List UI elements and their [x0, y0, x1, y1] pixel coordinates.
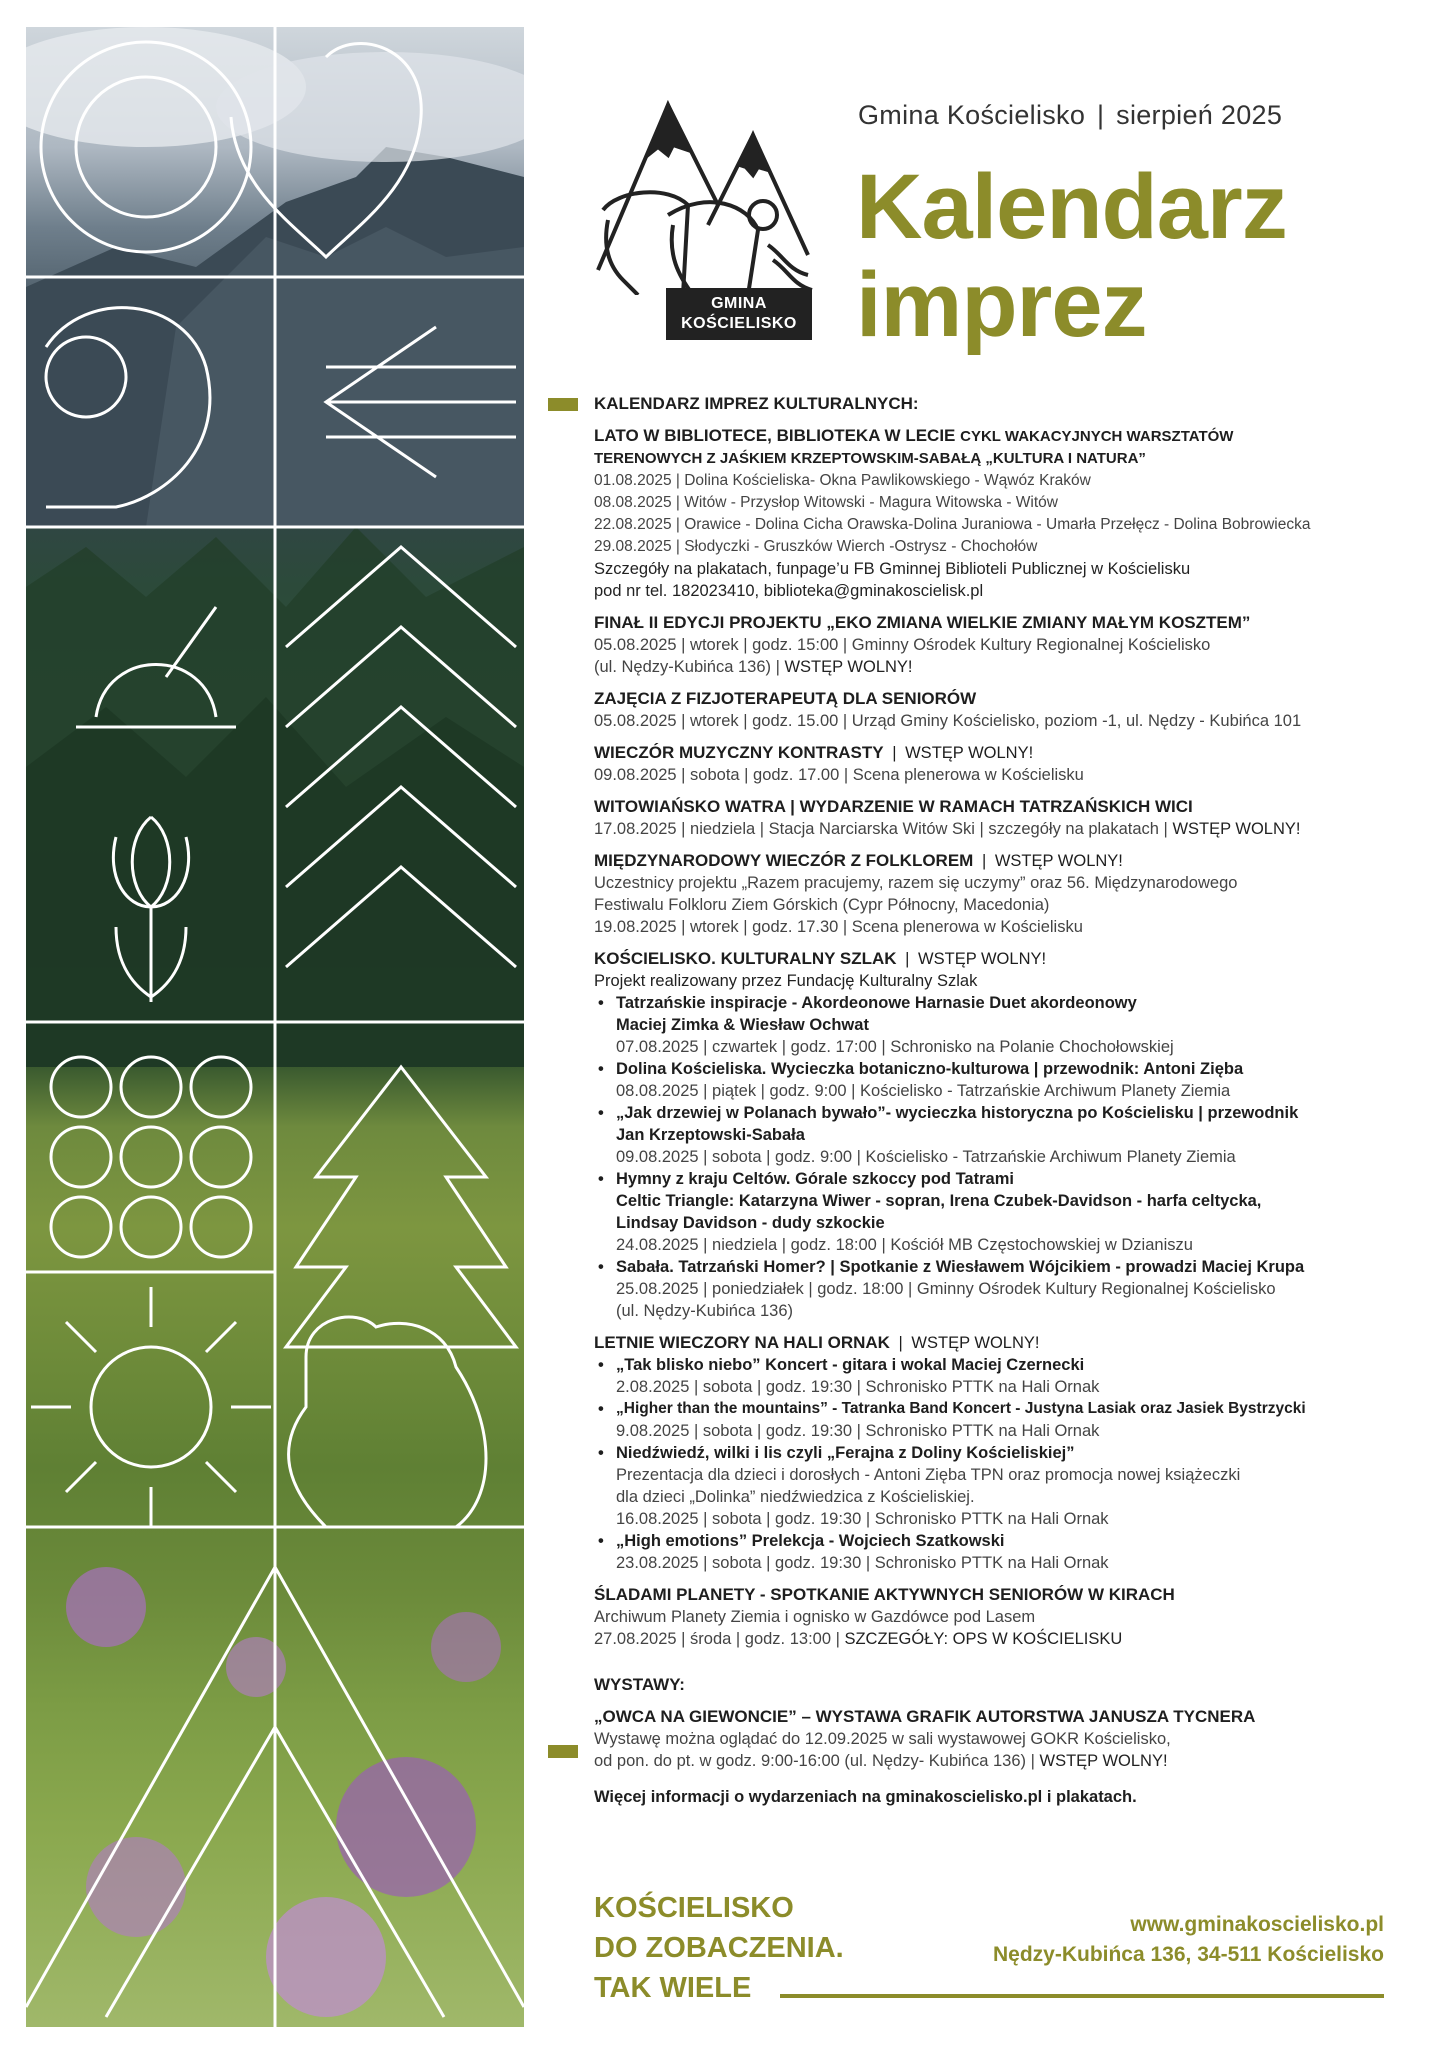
event-info: pod nr tel. 182023410, biblioteka@gminakoscielisk.pl — [594, 582, 984, 600]
decorative-photo-strip — [26, 27, 524, 2027]
event-ornak — [594, 1332, 1404, 1574]
header-org: Gmina Kościelisko — [858, 100, 1086, 130]
item-title: • Sabała. Tatrzański Homer? | Spotkanie z Wiesławem Wójcikiem - prowadzi Maciej Krupa — [616, 1258, 1305, 1276]
section-marker-exhibitions — [548, 1745, 578, 1758]
item-details: 24.08.2025 | niedziela | godz. 18:00 | Kościół MB Częstochowskiej w Dzianiszu — [616, 1236, 1193, 1254]
item-description: Prezentacja dla dzieci i dorosłych - Antoni Zięba TPN oraz promocja nowej książeczki — [616, 1466, 1241, 1484]
header-subtitle — [858, 100, 1282, 131]
logo-badge — [666, 288, 812, 340]
footer-contact — [993, 1910, 1384, 1970]
item-title: • „Jak drzewiej w Polanach bywało”- wycieczka historyczna po Kościelisku | przewodnik — [616, 1104, 1299, 1122]
event-details: 05.08.2025 | wtorek | godz. 15:00 | Gminny Ośrodek Kultury Regionalnej Kościelisko — [594, 636, 1211, 654]
item-details: 9.08.2025 | sobota | godz. 19:30 | Schronisko PTTK na Hali Ornak — [616, 1422, 1100, 1440]
item-title-cont: Maciej Zimka & Wiesław Ochwat — [616, 1016, 869, 1034]
item-description: dla dzieci „Dolinka” niedźwiedzica z Kościeliskiej. — [616, 1488, 975, 1506]
item-title-cont: Lindsay Davidson - dudy szkockie — [616, 1214, 885, 1232]
item-title-cont: Jan Krzeptowski-Sabała — [616, 1126, 805, 1144]
item-title: • Dolina Kościeliska. Wycieczka botaniczno-kulturowa | przewodnik: Antoni Zięba — [616, 1060, 1244, 1078]
footer-slogan — [594, 1888, 844, 2008]
folk-ornament-overlay — [26, 27, 524, 2027]
item-title: • „Tak blisko niebo” Koncert - gitara i wokal Maciej Czernecki — [616, 1356, 1085, 1374]
event-title: WITOWIAŃSKO WATRA | WYDARZENIE W RAMACH TATRZAŃSKICH WICI — [594, 797, 1193, 816]
page-title — [856, 158, 1287, 354]
logo-text-line1: GMINA — [711, 295, 767, 312]
header-separator: | — [1097, 100, 1105, 130]
event-title: FINAŁ II EDYCJI PROJEKTU „EKO ZMIANA WIELKIE ZMIANY MAŁYM KOSZTEM” — [594, 613, 1251, 632]
event-details — [594, 656, 1404, 678]
event-title-row: WIECZÓR MUZYCZNY KONTRASTY | WSTĘP WOLNY! — [594, 743, 1034, 762]
event-trail — [594, 948, 1404, 1322]
event-details — [594, 818, 1404, 840]
event-title: ŚLADAMI PLANETY - SPOTKANIE AKTYWNYCH SENIORÓW W KIRACH — [594, 1585, 1175, 1604]
item-title: • Niedźwiedź, wilki i lis czyli „Ferajna z Doliny Kościeliskiej” — [616, 1444, 1075, 1462]
exhibition-title: „OWCA NA GIEWONCIE” – WYSTAWA GRAFIK AUTORSTWA JANUSZA TYCNERA — [594, 1707, 1256, 1726]
event-details: 05.08.2025 | wtorek | godz. 15.00 | Urząd Gminy Kościelisko, poziom -1, ul. Nędzy - Kubińca 101 — [594, 712, 1302, 730]
address-text: Nędzy-Kubińca 136, 34-511 Kościelisko — [992, 1943, 1384, 1966]
event-title-cont: TERENOWYCH Z JAŚKIEM KRZEPTOWSKIM-SABAŁĄ „KULTURA I NATURA” — [594, 450, 1146, 467]
list-item — [594, 1354, 1404, 1398]
list-item — [594, 1398, 1404, 1442]
event-details: 09.08.2025 | sobota | godz. 17.00 | Scena plenerowa w Kościelisku — [594, 766, 1084, 784]
item-details: 08.08.2025 | piątek | godz. 9:00 | Kościelisko - Tatrzańskie Archiwum Planety Ziemia — [616, 1082, 1231, 1100]
event-finale — [594, 612, 1404, 678]
event-details: 19.08.2025 | wtorek | godz. 17.30 | Scena plenerowa w Kościelisku — [594, 918, 1083, 936]
title-line1: Kalendarz — [856, 156, 1287, 258]
event-details — [594, 1628, 1404, 1650]
main-content — [594, 393, 1404, 1808]
list-item — [594, 1256, 1404, 1322]
event-title-main: LATO W BIBLIOTECE, BIBLIOTEKA W LECIE — [594, 426, 956, 445]
list-item — [594, 1168, 1404, 1256]
details-label: SZCZEGÓŁY: OPS W KOŚCIELISKU — [844, 1630, 1123, 1648]
event-music — [594, 742, 1404, 786]
header-month: sierpień 2025 — [1116, 100, 1283, 130]
gmina-koscielisko-logo — [578, 95, 814, 345]
exhibition-hours: od pon. do pt. w godz. 9:00-16:00 (ul. Nędzy- Kubińca 136) | — [594, 1752, 1035, 1770]
event-details-text: 27.08.2025 | środa | godz. 13:00 | — [594, 1630, 840, 1648]
event-watra — [594, 796, 1404, 840]
slogan-line3: TAK WIELE — [594, 1972, 752, 2004]
event-title — [594, 425, 1404, 448]
event-title: LETNIE WIECZORY NA HALI ORNAK — [594, 1333, 890, 1352]
exhibition-details: Wystawę można oglądać do 12.09.2025 w sali wystawowej GOKR Kościelisko, — [594, 1730, 1171, 1748]
item-title: • „High emotions” Prelekcja - Wojciech Szatkowski — [616, 1532, 1005, 1550]
event-details: Festiwalu Folkloru Ziem Górskich (Cypr Północny, Macedonia) — [594, 896, 1050, 914]
free-entry-label: WSTĘP WOLNY! — [1039, 1752, 1168, 1770]
item-details: (ul. Nędzy-Kubińca 136) — [616, 1302, 794, 1320]
event-date: 22.08.2025 | Orawice - Dolina Cicha Orawska-Dolina Juraniowa - Umarła Przełęcz - Dolina Bobrowiecka — [594, 516, 1311, 533]
website-link[interactable]: www.gminakoscielisko.pl — [1130, 1913, 1384, 1936]
free-entry-label: WSTĘP WOLNY! — [994, 852, 1123, 870]
event-seniors — [594, 1584, 1404, 1650]
event-intro: Projekt realizowany przez Fundację Kulturalny Szlak — [594, 972, 978, 990]
event-address: (ul. Nędzy-Kubińca 136) | — [594, 658, 780, 676]
event-library — [594, 425, 1404, 602]
list-item — [594, 1442, 1404, 1530]
title-line2: imprez — [856, 254, 1147, 356]
list-item — [594, 1530, 1404, 1574]
item-title-cont: Celtic Triangle: Katarzyna Wiwer - sopran, Irena Czubek-Davidson - harfa celtycka, — [616, 1192, 1262, 1210]
item-details: 07.08.2025 | czwartek | godz. 17:00 | Schronisko na Polanie Chochołowskiej — [616, 1038, 1174, 1056]
item-details: 16.08.2025 | sobota | godz. 19:30 | Schronisko PTTK na Hali Ornak — [616, 1510, 1109, 1528]
event-details: Uczestnicy projektu „Razem pracujemy, razem się uczymy” oraz 56. Międzynarodowego — [594, 874, 1238, 892]
item-details: 25.08.2025 | poniedziałek | godz. 18:00 | Gminny Ośrodek Kultury Regionalnej Kościelisko — [616, 1280, 1276, 1298]
exhibition-details — [594, 1750, 1404, 1772]
item-details: 09.08.2025 | sobota | godz. 9:00 | Kościelisko - Tatrzańskie Archiwum Planety Ziemia — [616, 1148, 1236, 1166]
section-heading-exhibitions: WYSTAWY: — [594, 1675, 685, 1694]
list-item — [594, 992, 1404, 1058]
item-details: 23.08.2025 | sobota | godz. 19:30 | Schronisko PTTK na Hali Ornak — [616, 1554, 1109, 1572]
free-entry-label: WSTĘP WOLNY! — [918, 950, 1047, 968]
event-title-sub: CYKL WAKACYJNYCH WARSZTATÓW — [960, 428, 1234, 445]
item-title: • „Higher than the mountains” - Tatranka Band Koncert - Justyna Lasiak oraz Jasiek Bystrzycki — [616, 1400, 1306, 1417]
event-details-text: 17.08.2025 | niedziela | Stacja Narciarska Witów Ski | szczegóły na plakatach | — [594, 820, 1168, 838]
event-date: 08.08.2025 | Witów - Przysłop Witowski - Magura Witowska - Witów — [594, 494, 1058, 511]
event-title-row: LETNIE WIECZORY NA HALI ORNAK | WSTĘP WOLNY! — [594, 1333, 1040, 1352]
event-date: 29.08.2025 | Słodyczki - Gruszków Wierch -Ostrysz - Chochołów — [594, 538, 1038, 555]
event-title: WIECZÓR MUZYCZNY KONTRASTY — [594, 743, 884, 762]
item-details: 2.08.2025 | sobota | godz. 19:30 | Schronisko PTTK na Hali Ornak — [616, 1378, 1100, 1396]
event-title-row: MIĘDZYNARODOWY WIECZÓR Z FOLKLOREM | WSTĘP WOLNY! — [594, 851, 1123, 870]
event-date: 01.08.2025 | Dolina Kościeliska- Okna Pawlikowskiego - Wąwóz Kraków — [594, 472, 1091, 489]
event-title: KOŚCIELISKO. KULTURALNY SZLAK — [594, 949, 897, 968]
footer-divider — [780, 1994, 1384, 1998]
exhibition-item — [594, 1706, 1404, 1772]
event-title: ZAJĘCIA Z FIZJOTERAPEUTĄ DLA SENIORÓW — [594, 689, 977, 708]
event-details: Archiwum Planety Ziemia i ognisko w Gazdówce pod Lasem — [594, 1608, 1036, 1626]
logo-text-line2: KOŚCIELISKO — [681, 315, 797, 332]
item-title: • Hymny z kraju Celtów. Górale szkoccy pod Tatrami — [616, 1170, 1014, 1188]
list-item — [594, 1102, 1404, 1168]
ornak-event-list — [594, 1354, 1404, 1574]
event-info: Szczegóły na plakatach, funpage’u FB Gminnej Biblioteli Publicznej w Kościelisku — [594, 560, 1191, 578]
section-heading-cultural: KALENDARZ IMPREZ KULTURALNYCH: — [594, 394, 919, 413]
event-title: MIĘDZYNARODOWY WIECZÓR Z FOLKLOREM — [594, 851, 974, 870]
section-marker-cultural — [548, 398, 578, 411]
mountain-faces-logo-icon — [578, 95, 814, 295]
free-entry-label: WSTĘP WOLNY! — [784, 658, 913, 676]
trail-event-list — [594, 992, 1404, 1322]
free-entry-label: WSTĘP WOLNY! — [911, 1334, 1040, 1352]
list-item — [594, 1058, 1404, 1102]
event-physio — [594, 688, 1404, 732]
slogan-line2: DO ZOBACZENIA. — [594, 1932, 844, 1964]
free-entry-label: WSTĘP WOLNY! — [1172, 820, 1301, 838]
event-title-row: KOŚCIELISKO. KULTURALNY SZLAK | WSTĘP WOLNY! — [594, 949, 1047, 968]
item-title: • Tatrzańskie inspiracje - Akordeonowe Harnasie Duet akordeonowy — [616, 994, 1137, 1012]
more-info-text: Więcej informacji o wydarzeniach na gminakoscielisko.pl i plakatach. — [594, 1788, 1137, 1806]
free-entry-label: WSTĘP WOLNY! — [905, 744, 1034, 762]
slogan-line1: KOŚCIELISKO — [594, 1892, 794, 1924]
event-folklore — [594, 850, 1404, 938]
